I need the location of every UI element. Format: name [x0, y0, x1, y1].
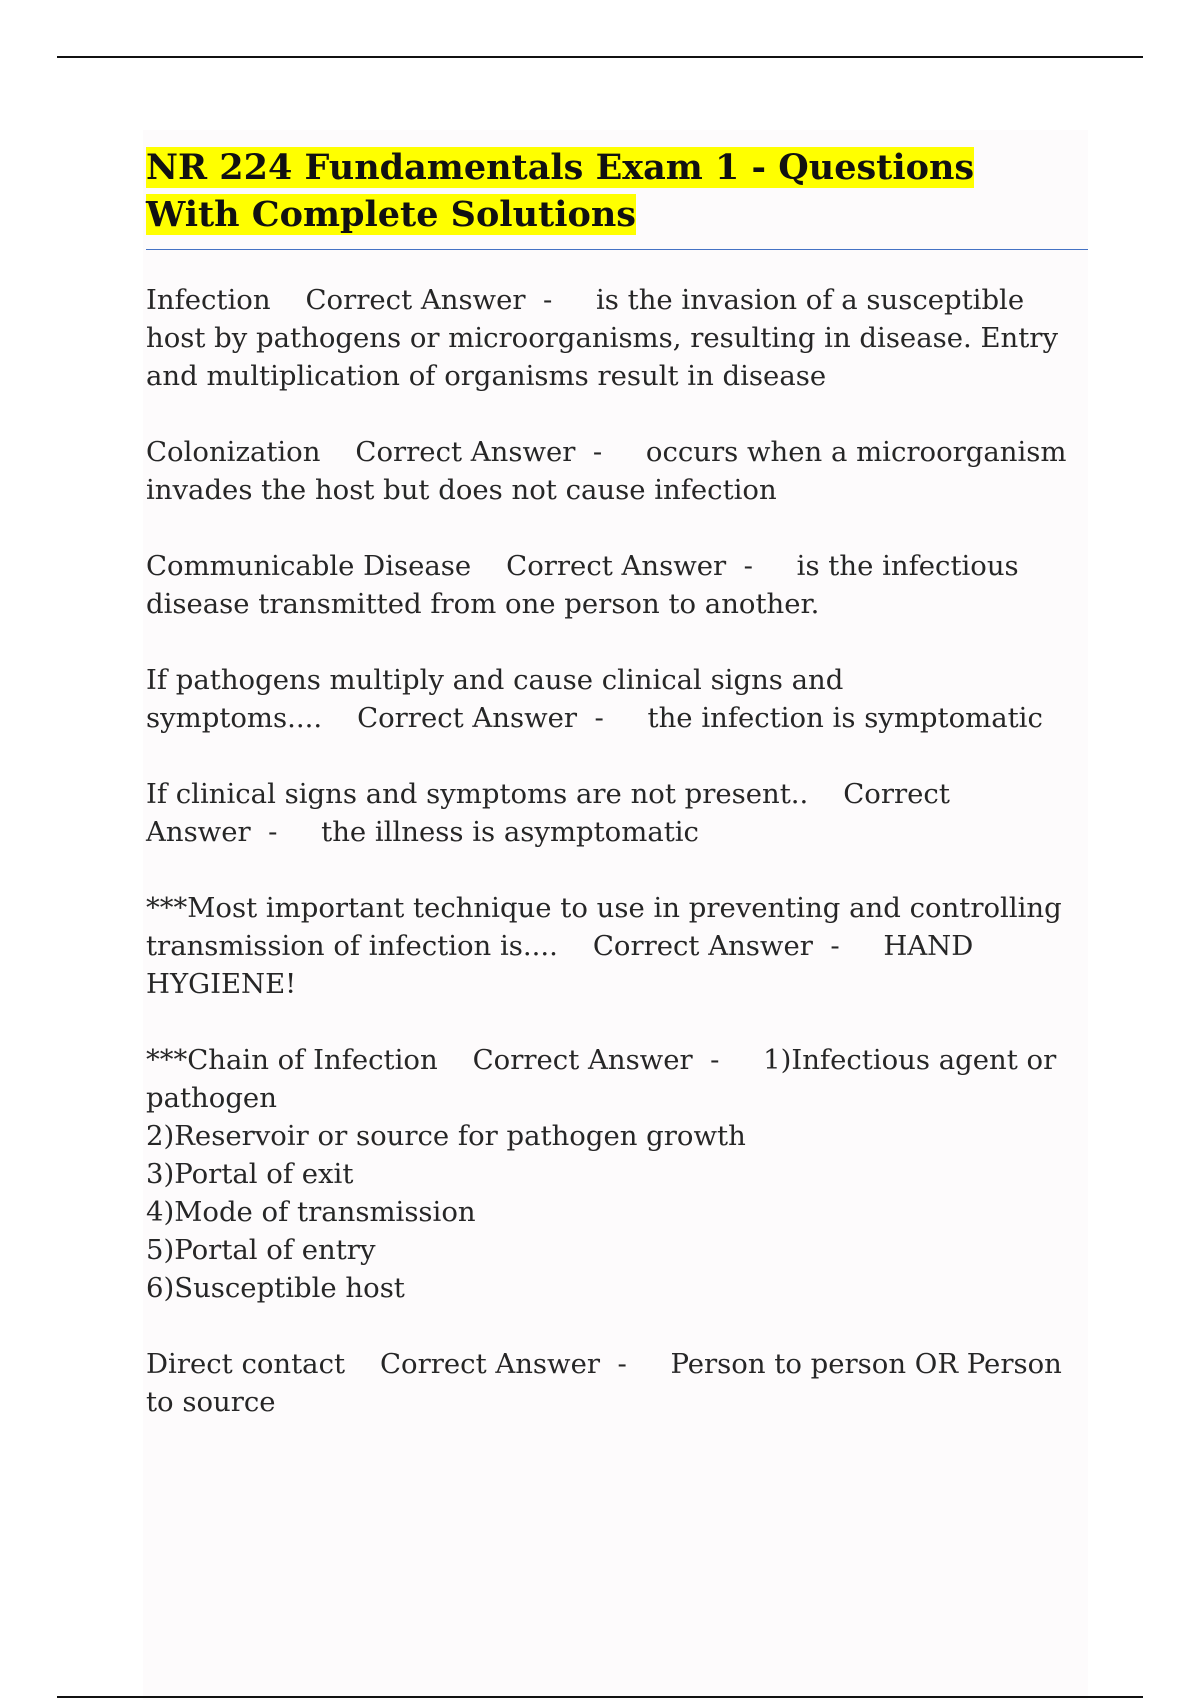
qa-item: Communicable Disease Correct Answer - is the infectious disease transmitted from one person to another. [146, 550, 1028, 620]
qa-answer: the infection is symptomatic [647, 702, 1043, 734]
qa-term: Communicable Disease [146, 550, 472, 582]
qa-list [146, 281, 1086, 1459]
qa-answer: occurs when a microorganism invades the host but does not cause infection [146, 436, 1076, 506]
correct-answer-label: Correct Answer [506, 550, 727, 582]
qa-term: Infection [146, 284, 271, 316]
qa-answer: is the infectious disease transmitted from one person to another. [146, 550, 1028, 620]
qa-item: ***Chain of Infection Correct Answer - 1)Infectious agent or pathogen 2)Reservoir or source for pathogen growth 3)Portal of exit 4)Mode of transmission 5)Portal of entry 6)Susceptible host [146, 1041, 1086, 1307]
qa-answer: 1)Infectious agent or pathogen 2)Reservoir or source for pathogen growth 3)Portal of exit 4)Mode of transmission 5)Portal of entry 6)Susceptible host [146, 1044, 1057, 1304]
document-title-text: NR 224 Fundamentals Exam 1 - Questions With Complete Solutions [146, 147, 975, 235]
qa-term: Colonization [146, 436, 321, 468]
qa-term: If clinical signs and symptoms are not present.. [146, 778, 809, 810]
correct-answer-label: Correct Answer [357, 702, 578, 734]
footer-rule [57, 1696, 1143, 1698]
qa-item: ***Most important technique to use in preventing and controlling transmission of infection is.... Correct Answer - HAND HYGIENE! [146, 892, 1071, 1000]
title-underline [146, 249, 1088, 250]
correct-answer-label: Correct Answer [472, 1044, 693, 1076]
correct-answer-label: Correct Answer [592, 930, 813, 962]
qa-item: If pathogens multiply and cause clinical signs and symptoms.... Correct Answer - the infection is symptomatic [146, 664, 1043, 734]
correct-answer-label: Correct Answer [146, 778, 959, 848]
qa-item: Infection Correct Answer - is the invasion of a susceptible host by pathogens or microorganisms, resulting in disease. Entry and multiplication of organisms result in disease [146, 284, 1067, 392]
qa-item: Colonization Correct Answer - occurs when a microorganism invades the host but does not cause infection [146, 436, 1076, 506]
qa-answer: the illness is asymptomatic [321, 816, 699, 848]
qa-term: ***Most important technique to use in preventing and controlling transmission of infection is.... [146, 892, 1071, 962]
correct-answer-label: Correct Answer [380, 1348, 600, 1380]
header-rule [57, 56, 1143, 58]
qa-term: Direct contact [146, 1348, 346, 1380]
qa-term: ***Chain of Infection [146, 1044, 438, 1076]
qa-answer: is the invasion of a susceptible host by pathogens or microorganisms, resulting in disease. Entry and multiplication of organisms result in disease [146, 284, 1067, 392]
qa-term: If pathogens multiply and cause clinical signs and symptoms.... [146, 664, 853, 734]
qa-item: Direct contact Correct Answer - Person to person OR Person to source [146, 1348, 1071, 1418]
document-title [146, 144, 1076, 238]
qa-answer: Person to person OR Person to source [146, 1348, 1071, 1418]
correct-answer-label: Correct Answer [355, 436, 576, 468]
qa-item: If clinical signs and symptoms are not present.. Correct Answer - the illness is asymptomatic [146, 778, 959, 848]
correct-answer-label: Correct Answer [305, 284, 526, 316]
qa-answer: HAND HYGIENE! [146, 930, 983, 1000]
